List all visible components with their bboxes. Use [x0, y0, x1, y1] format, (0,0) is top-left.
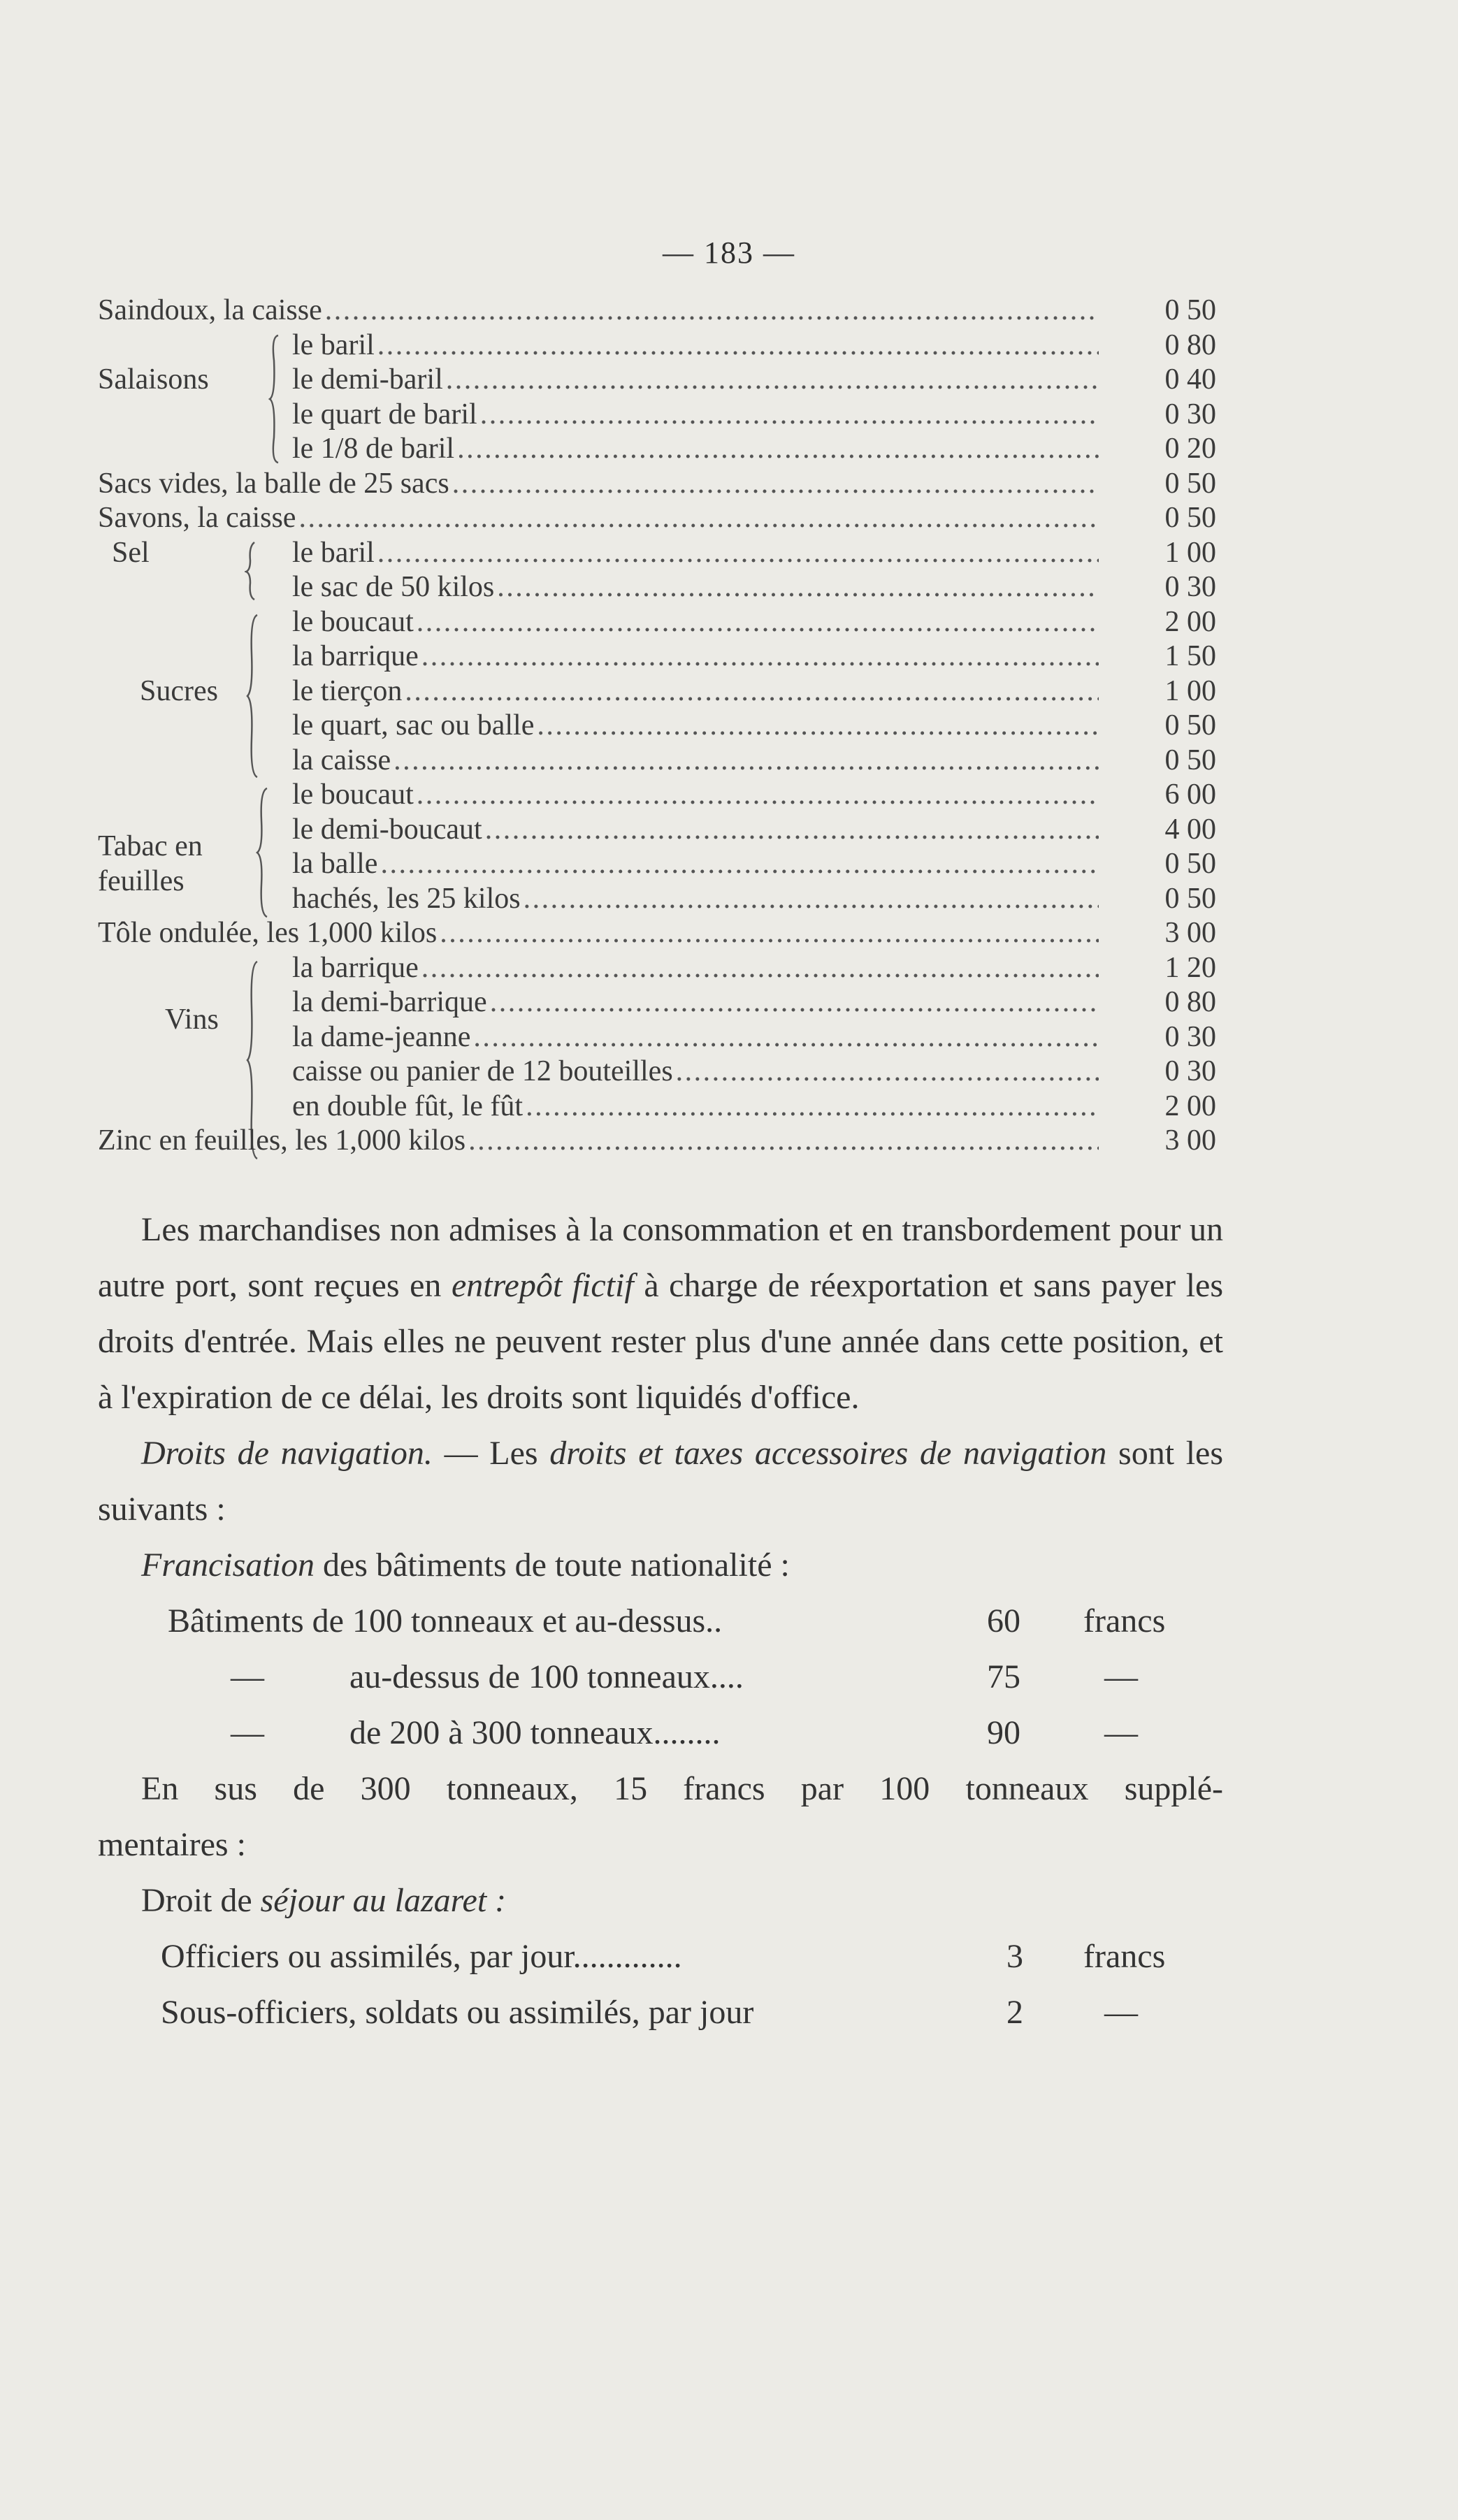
item-value: 0 30	[1164, 398, 1216, 430]
group-label-tabac-1: Tabac en	[98, 830, 203, 862]
item-value: 3 00	[1164, 917, 1216, 949]
tariff-row	[98, 398, 1216, 433]
row-unit: —	[1104, 1994, 1138, 2031]
item-value: 0 50	[1164, 848, 1216, 880]
page-number: — 183 —	[663, 236, 795, 270]
item-label: le boucaut	[292, 779, 414, 811]
item-value: 1 20	[1164, 951, 1216, 984]
paragraph-en-sus	[98, 1761, 1223, 1817]
item-label: la caisse	[292, 744, 391, 776]
para1-end: à charge de réexportation et sans payer les droits d'entrée. Mais elles ne peuvent rester plus d'une année dans cette position, et à l'expiration de ce délai, les droits sont liquidés d'office.	[98, 1267, 1224, 1416]
nav-title: Droits de navigation.	[141, 1435, 433, 1472]
item-value: 0 50	[1164, 502, 1216, 534]
row-amount: 90	[987, 1714, 1020, 1751]
group-label-salaisons: Salaisons	[98, 363, 209, 396]
nav-em: droits et taxes accessoires de navigation	[549, 1435, 1107, 1472]
item-value: 0 30	[1164, 1020, 1216, 1053]
item-value: 0 30	[1164, 571, 1216, 603]
item-label: la balle	[292, 848, 378, 880]
tariff-row	[98, 605, 1216, 640]
item-label: le sac de 50 kilos	[292, 571, 495, 603]
row-label: de 200 à 300 tonneaux........	[349, 1714, 721, 1751]
item-value: 1 50	[1164, 640, 1216, 672]
tariff-row	[98, 709, 1216, 744]
item-label: le quart de baril	[292, 398, 477, 430]
item-label: Saindoux, la caisse	[98, 294, 322, 326]
item-value: 1 00	[1164, 536, 1216, 569]
en-sus-line-2: mentaires :	[98, 1826, 246, 1863]
row-unit: francs	[1083, 1602, 1166, 1639]
row-amount: 3	[1006, 1938, 1023, 1975]
item-label: hachés, les 25 kilos	[292, 882, 521, 915]
tariff-row	[98, 985, 1216, 1020]
item-label: la demi-barrique	[292, 986, 487, 1018]
row-amount: 60	[987, 1602, 1020, 1639]
item-value: 0 30	[1164, 1055, 1216, 1087]
item-value: 2 00	[1164, 605, 1216, 638]
item-label: Savons, la caisse	[98, 502, 296, 534]
paragraph-en-sus-end	[98, 1817, 1223, 1873]
francisation-row	[98, 1593, 1223, 1649]
para1-em: entrepôt fictif	[452, 1267, 634, 1304]
tariff-row	[98, 1089, 1216, 1124]
tariff-row	[98, 916, 1216, 951]
row-dash: —	[231, 1658, 264, 1695]
group-label-sucres: Sucres	[140, 675, 218, 707]
paragraph-entrepot	[98, 1202, 1223, 1426]
row-amount: 2	[1006, 1994, 1023, 2031]
item-value: 0 50	[1164, 882, 1216, 915]
item-label: en double fût, le fût	[292, 1089, 524, 1122]
tariff-row	[98, 294, 1216, 328]
item-label: le demi-baril	[292, 363, 443, 396]
item-label: la barrique	[292, 951, 419, 984]
tariff-row	[98, 328, 1216, 363]
tariff-table	[98, 294, 1216, 1159]
item-label: la barrique	[292, 640, 419, 672]
item-value: 6 00	[1164, 779, 1216, 811]
tariff-row	[98, 1020, 1216, 1055]
paragraph-sejour	[98, 1873, 1223, 1929]
tariff-row	[98, 813, 1216, 848]
paragraph-navigation	[98, 1426, 1223, 1537]
nav-dash: — Les	[444, 1435, 538, 1472]
tariff-row	[98, 639, 1216, 674]
item-label: le demi-boucaut	[292, 813, 482, 846]
item-value: 0 80	[1164, 328, 1216, 361]
item-label: le tierçon	[292, 674, 403, 707]
group-label-tabac-2: feuilles	[98, 865, 185, 897]
tariff-row	[98, 882, 1216, 917]
row-label: Sous-officiers, soldats ou assimilés, par jour	[161, 1994, 754, 2031]
item-label: le 1/8 de baril	[292, 433, 455, 465]
item-label: le baril	[292, 536, 375, 569]
item-label: Zinc en feuilles, les 1,000 kilos	[98, 1124, 466, 1157]
item-value: 0 40	[1164, 363, 1216, 396]
tariff-row	[98, 1124, 1216, 1159]
tariff-row	[98, 501, 1216, 536]
tariff-row	[98, 847, 1216, 882]
row-unit: —	[1104, 1714, 1138, 1751]
tariff-row	[98, 432, 1216, 467]
tariff-row	[98, 570, 1216, 605]
group-label-sel: Sel	[112, 537, 150, 569]
row-dash: —	[231, 1714, 264, 1751]
item-label: caisse ou panier de 12 bouteilles	[292, 1055, 673, 1087]
francisation-row	[98, 1705, 1223, 1761]
item-value: 3 00	[1164, 1124, 1216, 1157]
para1-text: Les marchandises non admises à la consommation et en transbordement pour un autre port, sont reçues en	[98, 1211, 1223, 1304]
tariff-row	[98, 744, 1216, 779]
row-unit: —	[1104, 1658, 1138, 1695]
row-label: Bâtiments de 100 tonneaux et au-dessus..	[168, 1602, 723, 1639]
tariff-row	[98, 536, 1216, 571]
tariff-row	[98, 674, 1216, 709]
franc-end: des bâtiments de toute nationalité :	[323, 1547, 790, 1584]
item-value: 0 50	[1164, 744, 1216, 776]
item-value: 0 50	[1164, 467, 1216, 500]
row-label: Officiers ou assimilés, par jour.............	[161, 1938, 682, 1975]
item-label: le boucaut	[292, 605, 414, 638]
item-value: 4 00	[1164, 813, 1216, 846]
tariff-row	[98, 363, 1216, 398]
item-value: 0 50	[1164, 294, 1216, 326]
item-label: le baril	[292, 328, 375, 361]
tariff-row	[98, 1055, 1216, 1089]
item-label: Sacs vides, la balle de 25 sacs	[98, 467, 449, 500]
group-label-vins: Vins	[165, 1004, 219, 1036]
item-value: 0 80	[1164, 986, 1216, 1018]
nav-end: sont les suivants :	[98, 1435, 1224, 1528]
franc-em: Francisation	[141, 1547, 315, 1584]
item-label: Tôle ondulée, les 1,000 kilos	[98, 917, 438, 949]
tariff-row	[98, 951, 1216, 986]
paragraph-francisation	[98, 1537, 1223, 1593]
en-sus-line-1: En sus de 300 tonneaux, 15 francs par 100 tonneaux supplé-	[141, 1770, 1223, 1807]
droit-pre: Droit de	[141, 1882, 252, 1919]
droit-em: séjour au lazaret :	[260, 1882, 507, 1919]
sejour-table	[98, 1929, 1223, 2041]
tariff-rows	[98, 294, 1216, 1159]
item-label: le quart, sac ou balle	[292, 709, 535, 741]
item-value: 2 00	[1164, 1089, 1216, 1122]
tariff-row	[98, 467, 1216, 502]
sejour-row	[98, 1985, 1223, 2041]
body-text	[98, 1202, 1223, 2041]
row-unit: francs	[1083, 1938, 1166, 1975]
item-value: 1 00	[1164, 674, 1216, 707]
sejour-row	[98, 1929, 1223, 1985]
francisation-row	[98, 1649, 1223, 1705]
tariff-row	[98, 778, 1216, 813]
row-amount: 75	[987, 1658, 1020, 1695]
item-value: 0 20	[1164, 433, 1216, 465]
francisation-table	[98, 1593, 1223, 1761]
item-label: la dame-jeanne	[292, 1020, 471, 1053]
item-value: 0 50	[1164, 709, 1216, 741]
row-label: au-dessus de 100 tonneaux....	[349, 1658, 744, 1695]
